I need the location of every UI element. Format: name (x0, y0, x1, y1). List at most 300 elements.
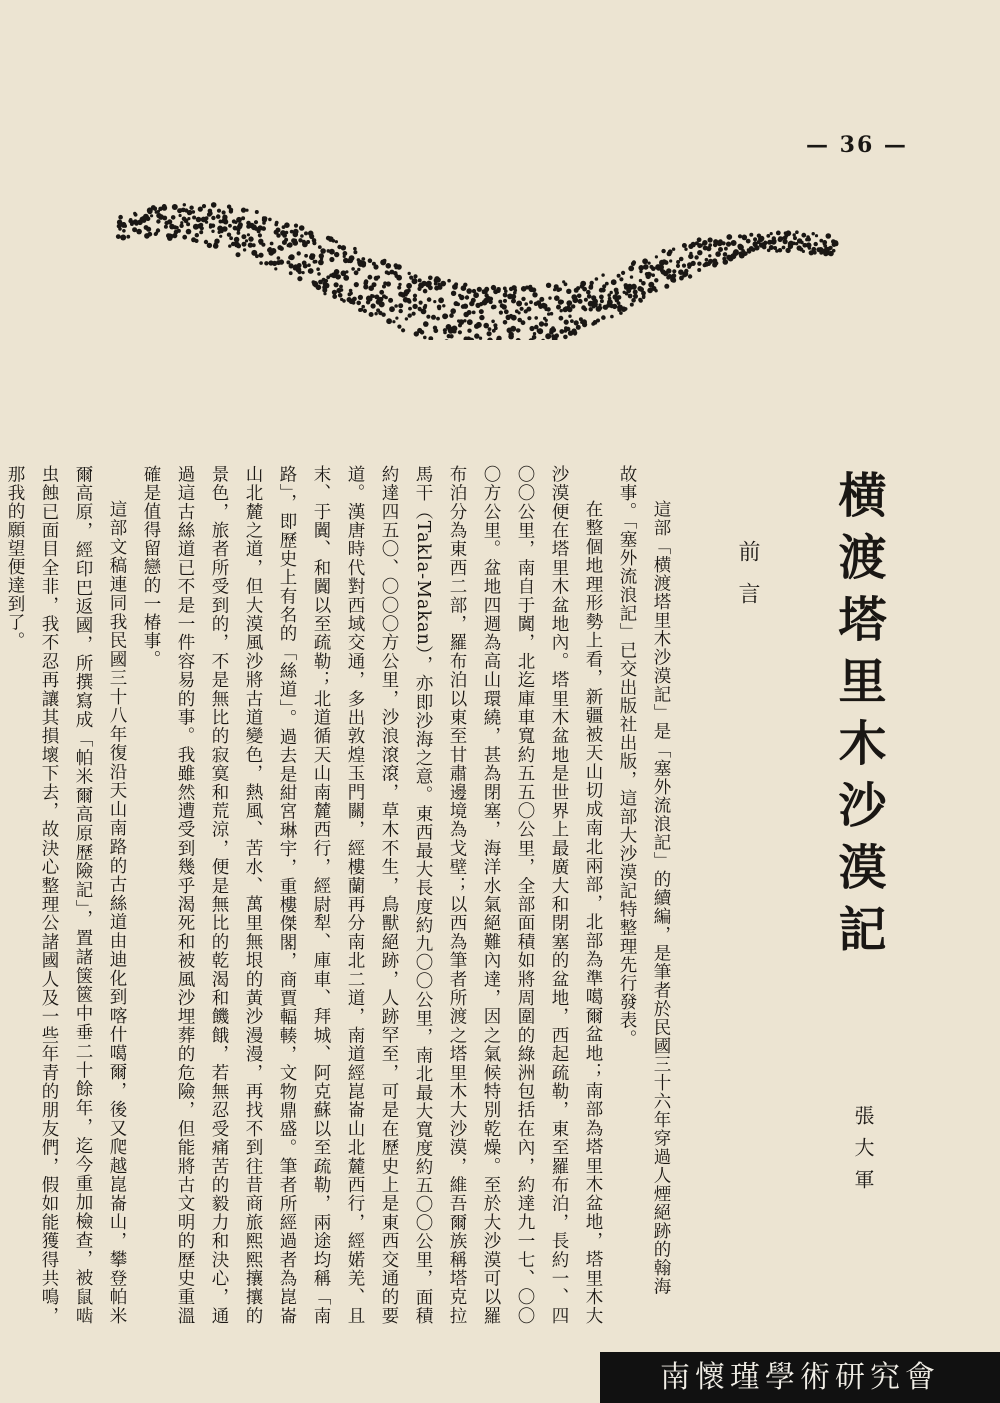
ornament-dot (382, 285, 386, 289)
ornament-dot (251, 250, 257, 256)
ornament-dot (312, 238, 317, 243)
ornament-dot (600, 299, 604, 303)
ornament-dot (304, 254, 308, 258)
ornament-dot (601, 288, 606, 293)
ornament-dot (279, 246, 284, 251)
ornament-dot (646, 274, 651, 279)
ornament-dot (749, 233, 753, 237)
paragraph: 在整個地理形勢上看，新疆被天山切成南北兩部，北部為準噶爾盆地；南部為塔里木盆地，塔里木大沙漠便在塔里木盆地內。塔里木盆地是世界上最廣大和閉塞的盆地，西起疏勒，東至羅布泊，長約一、四〇〇公里，南自于闐，北迄庫車寬約五五〇公里，全部面積如將周圍的綠洲包括在內，約達九一七、〇〇〇方公里。盆地四週為高山環繞，甚為閉塞，海洋水氣絕難內達，因之氣候特別乾燥。至於大沙漠可以羅布泊分為東西二部，羅布泊以東至甘肅邊境為戈壁；以西為筆者所渡之塔里木大沙漠，維吾爾族稱塔克拉馬干（Takla-Makan），亦即沙海之意。東西最大長度約九〇〇公里，南北最大寬度約五〇〇公里，面積約達四五〇、〇〇〇方公里，沙浪滾滾，草木不生，鳥獸絕跡，人跡罕至，可是在歷史上是東西交通的要道。漢唐時代對西域交通，多出敦煌玉門關，經樓蘭再分南北二道，南道經崑崙山北麓西行，經婼羌、且末、于闐、和闐以至疏勒；北道循天山南麓西行，經尉犁、庫車、拜城、阿克蘇以至疏勒，兩途均稱「南路」，即歷史上有名的「絲道」。過去是紺宮琳宇，重樓傑閣，商賈輻輳，文物鼎盛。筆者所經過者為崑崙山北麓之道，但大漠風沙將古道變色，熱風、苦水、萬里無垠的黃沙漫漫，再找不到往昔商旅熙熙攘攘的景色，旅者所受到的，不是無比的寂寞和荒涼，便是無比的乾渴和饑餓，若無忍受痛苦的毅力和決心，通過這古絲道已不是一件容易的事。我雖然遭受到幾乎渴死和被風沙埋葬的危險，但能將古文明的歷史重溫確是值得留戀的一椿事。 (141, 465, 603, 1325)
ornament-dot (556, 305, 561, 310)
ornament-dot (368, 275, 373, 280)
ornament-dot (447, 334, 451, 338)
ornament-dot (504, 309, 509, 314)
ornament-dot (445, 339, 449, 340)
ornament-dot (586, 290, 591, 295)
ornament-dot (483, 323, 489, 329)
ornament-dot (648, 262, 651, 265)
ornament-dot (371, 303, 376, 308)
ornament-dot (329, 257, 334, 262)
ornament-dot (529, 300, 533, 304)
ornament-dot (353, 247, 357, 251)
ornament-dot (610, 315, 614, 319)
ornament-dot (543, 317, 546, 320)
ornament-dot (780, 237, 784, 241)
ornament-dot (318, 245, 322, 249)
ornament-dot (772, 236, 776, 240)
ornament-dot (406, 298, 411, 303)
body-text (5, 465, 678, 1325)
ornament-dot (436, 317, 440, 321)
ornament-dot (352, 298, 356, 302)
ornament-dot (259, 261, 263, 265)
ornament-dot (532, 335, 537, 340)
ornament-dot (353, 250, 357, 254)
ornament-dot (126, 235, 130, 239)
ornament-dot (808, 246, 811, 249)
ornament-dot (219, 235, 222, 238)
ornament-dot (503, 293, 508, 298)
ornament-dot (418, 278, 422, 282)
ornament-dot (601, 315, 606, 320)
ornament-dot (788, 242, 792, 246)
ornament-dot (672, 248, 675, 251)
ornament-dot (423, 289, 428, 294)
ornament-dot (359, 308, 363, 312)
ornament-dot (829, 246, 833, 250)
ornament-dot (156, 219, 160, 223)
ornament-dot (120, 235, 126, 241)
ornament-dot (631, 284, 637, 290)
ornament-dot (175, 226, 179, 230)
ornament-dot (570, 319, 574, 323)
ornament-dot (496, 287, 501, 292)
ornament-dot (433, 300, 436, 303)
ornament-dot (654, 278, 658, 282)
ornament-dot (826, 252, 830, 256)
ornament-dot (245, 239, 248, 242)
ornament-dot (421, 309, 427, 315)
ornament-dot (484, 287, 489, 292)
page-number: — 36 — (806, 132, 908, 158)
ornament-dot (302, 271, 305, 274)
ornament-dot (332, 239, 336, 243)
ornament-dot (308, 268, 314, 274)
ornament-dot (242, 242, 247, 247)
ornament-dot (431, 315, 436, 320)
ornament-dot (236, 217, 242, 223)
ornament-dot (387, 271, 391, 275)
ornament-dot (222, 215, 227, 220)
ornament-dot (369, 312, 374, 317)
ornament-dot (261, 243, 265, 247)
ornament-dot (297, 251, 301, 255)
ornament-dot (287, 242, 292, 247)
ornament-dot (487, 338, 493, 341)
ornament-dot (708, 243, 712, 247)
ornament-dot (722, 241, 726, 245)
ornament-dot (574, 320, 579, 325)
ornament-dot (666, 268, 671, 273)
ornament-dot (643, 264, 649, 270)
ornament-dot (326, 275, 330, 279)
ornament-dot (539, 297, 544, 302)
ornament-dot (697, 237, 702, 242)
ornament-dot (688, 274, 692, 278)
ornament-dot (637, 286, 642, 291)
ornament-dot (211, 216, 215, 220)
ornament-dot (408, 272, 411, 275)
ornament-dot (527, 316, 531, 320)
ornament-dot (531, 288, 536, 293)
ornament-dot (274, 223, 278, 227)
ornament-dot (651, 266, 656, 271)
ornament-dot (689, 252, 692, 255)
ornament-dot (156, 228, 160, 232)
ornament-dot (546, 283, 551, 288)
ornament-dot (438, 297, 444, 303)
ornament-dot (338, 293, 343, 298)
ornament-dot (676, 260, 680, 264)
ornament-dot (682, 243, 687, 248)
ornament-dot (217, 209, 221, 213)
ornament-dot (308, 231, 314, 237)
ornament-dot (466, 288, 472, 294)
ornament-dot (427, 297, 432, 302)
ornament-dot (735, 252, 738, 255)
ornament-dot (179, 214, 182, 217)
ornament-dot (511, 299, 516, 304)
ornament-dot (770, 232, 773, 235)
ornament-dot (560, 309, 563, 312)
ornament-dot (571, 304, 575, 308)
ornament-dot (443, 314, 448, 319)
ornament-dot (801, 233, 806, 238)
ornament-dot (289, 254, 295, 260)
ornament-dot (263, 216, 268, 221)
ornament-dot (769, 245, 774, 250)
ornament-dot (504, 289, 508, 293)
ornament-dot (474, 333, 479, 338)
ornament-dot (162, 204, 167, 209)
ornament-dot (595, 277, 599, 281)
watermark-text: 南懷瑾學術研究會 (660, 1360, 940, 1395)
ornament-dot (401, 328, 405, 332)
ornament-dot (317, 272, 321, 276)
ornament-dot (623, 291, 626, 294)
ornament-dot (320, 248, 326, 254)
ornament-dot (153, 207, 157, 211)
ornament-dot (785, 248, 790, 253)
ornament-dot (641, 281, 646, 286)
ornament-dot (624, 307, 628, 311)
ornament-dot (433, 326, 437, 330)
ornament-dot (559, 329, 564, 334)
ornament-dot (428, 336, 433, 340)
ornament-dot (479, 337, 482, 340)
ornament-dot (394, 304, 398, 308)
ornament-dot (697, 250, 702, 255)
ornament-dot (576, 325, 581, 330)
ornament-dot (526, 307, 531, 312)
ornament-dot (376, 308, 380, 312)
ornament-dot (467, 310, 472, 315)
ornament-dot (812, 232, 815, 235)
ornament-dot (559, 316, 564, 321)
ornament-dot (558, 288, 562, 292)
ornament-dot (463, 319, 466, 322)
ornament-dot (322, 288, 327, 293)
ornament-dot (607, 293, 611, 297)
ornament-dot (450, 308, 456, 314)
ornament-dot (428, 276, 433, 281)
ornament-dot (348, 292, 352, 296)
ornament-dot (274, 267, 277, 270)
ornament-dot (426, 283, 431, 288)
ornament-dot (304, 231, 308, 235)
ornament-dot (177, 229, 181, 233)
ornament-dot (243, 248, 246, 251)
ornament-dot (405, 317, 408, 320)
ornament-dot (479, 315, 484, 320)
ornament-dot (667, 251, 672, 256)
ornament-dot (388, 298, 393, 303)
ornament-dot (592, 299, 598, 305)
ornament-dot (606, 303, 611, 308)
ornament-dot (738, 234, 742, 238)
ornament-dot (628, 294, 633, 299)
ornament-dot (257, 229, 261, 233)
ornament-dot (241, 208, 246, 213)
ornament-dot (458, 294, 461, 297)
ornament-dot (792, 242, 796, 246)
ornament-dot (601, 273, 604, 276)
ornament-dot (408, 307, 412, 311)
ornament-dot (258, 233, 262, 237)
ornament-dot (546, 307, 551, 312)
ornament-dot (452, 284, 458, 290)
ornament-dot (672, 273, 677, 278)
ornament-dot (617, 301, 621, 305)
ornament-dot (395, 317, 398, 320)
ornament-dot (192, 216, 196, 220)
ornament-dot (516, 338, 521, 340)
ornament-dot (150, 214, 153, 217)
ornament-dot (447, 279, 451, 283)
ornament-dot (608, 297, 612, 301)
ornament-dot (245, 209, 248, 212)
ornament-dot (655, 255, 658, 258)
ornament-dot (463, 283, 467, 287)
ornament-dot (524, 302, 528, 306)
ornament-dot (214, 242, 217, 245)
ornament-dot (222, 210, 226, 214)
ornament-dot (199, 223, 204, 228)
ornament-dot (479, 309, 484, 314)
ornament-dot (599, 295, 604, 300)
ornament-dot (413, 274, 417, 278)
ornament-dot (529, 285, 533, 289)
ornament-dot (578, 299, 583, 304)
ornament-dot (506, 316, 510, 320)
ornament-dot (380, 259, 386, 265)
watermark-banner (600, 1352, 1000, 1403)
ornament-dot (451, 291, 456, 296)
ornament-dot (255, 210, 259, 214)
ornament-dot (311, 253, 316, 258)
ornament-dot (354, 270, 359, 275)
ornament-dot (286, 260, 290, 264)
ornament-dot (349, 255, 355, 261)
ornament-dot (406, 283, 412, 289)
ornament-dot (532, 292, 537, 297)
ornament-dot (228, 244, 231, 247)
ornament-dot (285, 231, 289, 235)
ornament-dot (797, 245, 802, 250)
ornament-dot (544, 322, 548, 326)
ornament-dot (529, 326, 534, 331)
paragraph: 這部「横渡塔里木沙漠記」是「塞外流浪記」的續編，是筆者於民國三十六年穿過人煙絕跡的翰海 (651, 500, 671, 1296)
ornament-dot (316, 285, 322, 291)
ornament-dot (129, 220, 133, 224)
ornament-dot (602, 284, 606, 288)
ornament-dot (759, 236, 765, 242)
ornament-dot (503, 320, 508, 325)
ornament-dot (510, 326, 516, 332)
ornament-dot (461, 304, 466, 309)
ornament-dot (147, 232, 152, 237)
ornament-dot (357, 268, 360, 271)
ornament-dot (237, 231, 241, 235)
ornament-dot (572, 328, 577, 333)
ornament-dot (436, 277, 441, 282)
ornament-dot (547, 312, 550, 315)
ornament-dot (297, 270, 301, 274)
ornament-dot (381, 313, 385, 317)
ornament-dot (207, 243, 212, 248)
ornament-dot (511, 315, 517, 321)
ornament-dot (181, 208, 186, 213)
ornament-dot (396, 275, 402, 281)
ornament-dot (412, 280, 416, 284)
ornament-dot (793, 236, 797, 240)
ornament-dot (554, 333, 559, 338)
ornament-dot (282, 240, 287, 245)
ornament-dot (417, 287, 421, 291)
ornament-dot (393, 271, 398, 276)
ornament-dot (297, 276, 302, 281)
ornament-dot (518, 311, 521, 314)
ornament-dot (408, 313, 412, 317)
ornament-dot (534, 316, 538, 320)
ornament-dot (826, 233, 832, 239)
ornament-dot (731, 240, 737, 246)
ornament-dot (697, 243, 702, 248)
ornament-dot (485, 296, 491, 302)
ornament-dot (398, 303, 403, 308)
ornament-dot (666, 275, 670, 279)
ornament-dot (258, 253, 263, 258)
ornament-dot (146, 227, 151, 232)
ornament-dot (407, 289, 411, 293)
ornament-dot (397, 325, 401, 329)
ornament-dot (232, 219, 236, 223)
ornament-dot (412, 304, 417, 309)
ornament-dot (342, 299, 346, 303)
ornament-dot (172, 233, 177, 238)
ornament-dot (590, 281, 594, 285)
ornament-dot (334, 252, 339, 257)
ornament-dot (671, 278, 676, 283)
ornament-dot (223, 219, 228, 224)
ornament-dot (563, 335, 568, 340)
ornament-dot (580, 281, 586, 287)
ornament-dot (581, 319, 587, 325)
ornament-dot (560, 300, 564, 304)
ornament-dot (339, 285, 343, 289)
ornament-dot (241, 216, 245, 220)
ornament-dot (782, 246, 786, 250)
ornament-dot (236, 252, 241, 257)
ornament-dot (299, 225, 305, 231)
ornament-dot (833, 240, 838, 245)
ornament-dot (440, 281, 446, 287)
ornament-dot (316, 267, 320, 271)
ornament-dot (397, 286, 401, 290)
ornament-dot (564, 320, 569, 325)
ornament-dot (351, 267, 355, 271)
ornament-dot (551, 326, 555, 330)
ornament-dot (162, 216, 167, 221)
ornament-dot (354, 282, 359, 287)
ornament-dot (345, 270, 348, 273)
ornament-dot (487, 331, 492, 336)
ornament-dot (387, 264, 391, 268)
ornament-dot (136, 229, 142, 235)
ornament-dot (314, 260, 318, 264)
ornament-dot (617, 274, 621, 278)
ornament-dot (270, 242, 274, 246)
ornament-dot (807, 237, 811, 241)
ornament-dot (472, 289, 476, 293)
ornament-dot (615, 291, 619, 295)
ornament-dot (382, 294, 386, 298)
ornament-dot (764, 241, 768, 245)
ornament-dot (449, 313, 454, 318)
ornament-dot (548, 296, 551, 299)
ornament-dot (591, 322, 595, 326)
ornament-dot (642, 294, 646, 298)
ornament-dot (377, 275, 380, 278)
ornament-dot (361, 305, 365, 309)
ornament-dot (437, 307, 441, 311)
ornament-dot (766, 234, 770, 238)
ornament-dot (276, 228, 281, 233)
ornament-dot (713, 243, 718, 248)
ornament-dot (222, 226, 228, 232)
ornament-dot (475, 303, 480, 308)
ornament-dot (179, 224, 183, 228)
ornament-dot (371, 294, 375, 298)
ornament-dot (705, 258, 709, 262)
ornament-dot (211, 230, 214, 233)
ornament-dot (511, 294, 516, 299)
ornament-dot (211, 202, 217, 208)
ornament-dot (617, 295, 622, 300)
ornament-dot (211, 224, 215, 228)
ornament-dot (187, 217, 190, 220)
ornament-dot (303, 264, 308, 269)
ornament-dot (541, 339, 545, 340)
